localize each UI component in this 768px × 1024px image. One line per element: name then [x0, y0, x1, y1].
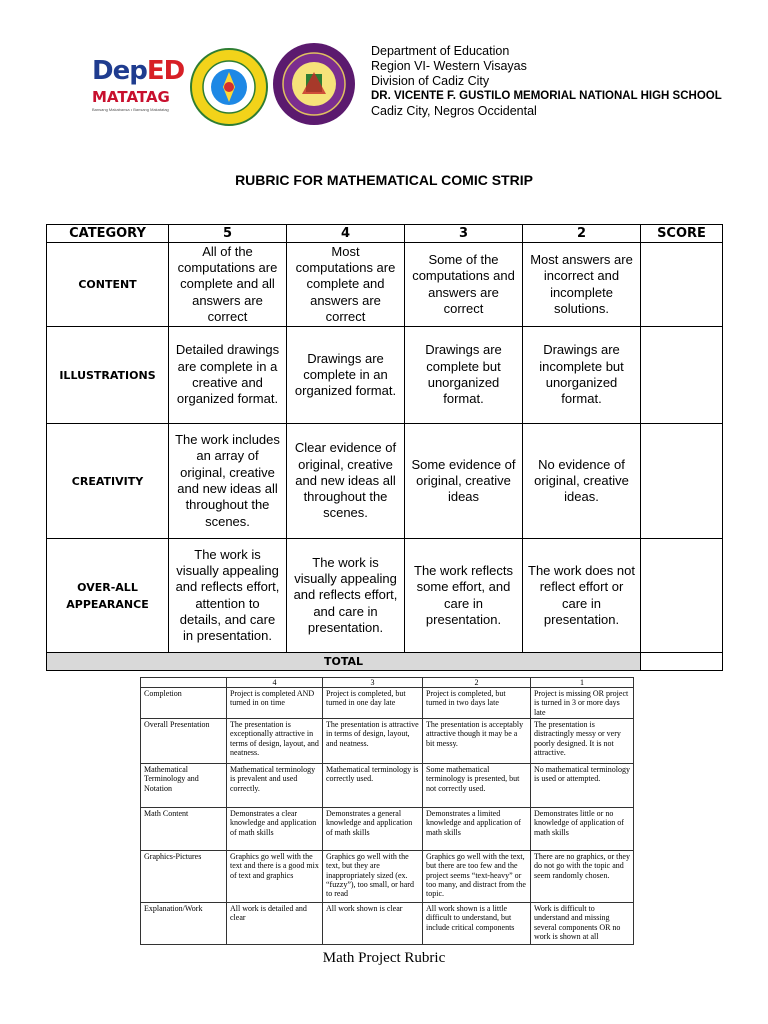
math-rubric-header-row	[141, 678, 634, 688]
total-row	[47, 653, 723, 671]
math-criteria-cell: Project is completed AND turned in on time	[227, 688, 323, 719]
criteria-cell: The work is visually appealing and reflects effort, attention to details, and care in presentation.	[169, 539, 287, 653]
criteria-cell: Detailed drawings are complete in a creative and organized format.	[169, 327, 287, 424]
criteria-cell: The work is visually appealing and reflects effort, and care in presentation.	[287, 539, 405, 653]
score-cell[interactable]	[641, 424, 723, 539]
header-3: 3	[405, 225, 523, 243]
criteria-cell: The work does not reflect effort or care in presentation.	[523, 539, 641, 653]
header-2: 2	[523, 225, 641, 243]
criteria-cell: The work includes an array of original, creative and new ideas all throughout the scenes.	[169, 424, 287, 539]
table-row	[47, 327, 723, 424]
table-header-row	[47, 225, 723, 243]
math-criteria-cell: Demonstrates a clear knowledge and application of math skills	[227, 808, 323, 851]
math-criteria-cell: Project is completed, but turned in one day late	[323, 688, 423, 719]
total-score-cell[interactable]	[641, 653, 723, 671]
criteria-cell: All of the computations are complete and all answers are correct	[169, 243, 287, 327]
math-header-4: 4	[227, 678, 323, 688]
math-criteria-cell: The presentation is exceptionally attractive in terms of design, layout, and neatness.	[227, 719, 323, 764]
matatag-wordmark: MATATAG	[92, 88, 170, 106]
math-criteria-cell: All work shown is a little difficult to understand, but include critical components	[423, 903, 531, 945]
math-criteria-cell: The presentation is acceptably attractive though it may be a bit messy.	[423, 719, 531, 764]
math-header-3: 3	[323, 678, 423, 688]
math-category-cell: Completion	[141, 688, 227, 719]
school-seal-icon	[272, 42, 356, 126]
criteria-cell: Some of the computations and answers are correct	[405, 243, 523, 327]
criteria-cell: Some evidence of original, creative ideas	[405, 424, 523, 539]
comic-strip-rubric-table	[46, 224, 723, 671]
table-row	[141, 719, 634, 764]
table-row	[141, 688, 634, 719]
criteria-cell: Most answers are incorrect and incomplete solutions.	[523, 243, 641, 327]
criteria-cell: Drawings are complete in an organized format.	[287, 327, 405, 424]
math-criteria-cell: Demonstrates a general knowledge and application of math skills	[323, 808, 423, 851]
math-criteria-cell: Graphics go well with the text, but they are inappropriately sized (ex. “fuzzy”), too small, or hard to read	[323, 851, 423, 903]
math-criteria-cell: Demonstrates little or no knowledge of application of math skills	[531, 808, 634, 851]
table-row	[141, 808, 634, 851]
table-row	[47, 424, 723, 539]
score-cell[interactable]	[641, 243, 723, 327]
math-header-blank	[141, 678, 227, 688]
math-project-rubric-table	[140, 677, 634, 945]
criteria-cell: The work reflects some effort, and care in presentation.	[405, 539, 523, 653]
rubric-title: RUBRIC FOR MATHEMATICAL COMIC STRIP	[235, 172, 533, 188]
criteria-cell: Drawings are complete but unorganized format.	[405, 327, 523, 424]
criteria-cell: Clear evidence of original, creative and new ideas all throughout the scenes.	[287, 424, 405, 539]
math-criteria-cell: All work is detailed and clear	[227, 903, 323, 945]
math-rubric-caption: Math Project Rubric	[322, 950, 446, 966]
math-criteria-cell: Mathematical terminology is correctly used.	[323, 764, 423, 808]
header-line-address: Cadiz City, Negros Occidental	[371, 104, 537, 118]
school-header	[371, 44, 722, 119]
math-criteria-cell: Graphics go well with the text and there is a good mix of text and graphics	[227, 851, 323, 903]
header-line-division: Division of Cadiz City	[371, 74, 490, 88]
math-criteria-cell: All work shown is clear	[323, 903, 423, 945]
table-row	[47, 539, 723, 653]
math-criteria-cell: Work is difficult to understand and missing several components OR no work is shown at all	[531, 903, 634, 945]
score-cell[interactable]	[641, 327, 723, 424]
table-row	[141, 851, 634, 903]
math-criteria-cell: Some mathematical terminology is presented, but not correctly used.	[423, 764, 531, 808]
division-seal-icon	[190, 48, 268, 126]
category-cell: ILLUSTRATIONS	[47, 327, 169, 424]
math-criteria-cell: Demonstrates a limited knowledge and application of math skills	[423, 808, 531, 851]
header-score: SCORE	[641, 225, 723, 243]
math-category-cell: Graphics-Pictures	[141, 851, 227, 903]
criteria-cell: No evidence of original, creative ideas.	[523, 424, 641, 539]
math-header-2: 2	[423, 678, 531, 688]
math-criteria-cell: The presentation is distractingly messy or very poorly designed. It is not attractive.	[531, 719, 634, 764]
category-cell: CREATIVITY	[47, 424, 169, 539]
math-criteria-cell: There are no graphics, or they do not go with the topic and seem randomly chosen.	[531, 851, 634, 903]
header-5: 5	[169, 225, 287, 243]
header-line-region: Region VI- Western Visayas	[371, 59, 527, 73]
total-label: TOTAL	[47, 653, 641, 671]
math-criteria-cell: Project is completed, but turned in two days late	[423, 688, 531, 719]
math-criteria-cell: Mathematical terminology is prevalent and used correctly.	[227, 764, 323, 808]
math-category-cell: Math Content	[141, 808, 227, 851]
math-category-cell: Mathematical Terminology and Notation	[141, 764, 227, 808]
header-category: CATEGORY	[47, 225, 169, 243]
math-category-cell: Explanation/Work	[141, 903, 227, 945]
table-row	[47, 243, 723, 327]
math-category-cell: Overall Presentation	[141, 719, 227, 764]
category-cell: OVER-ALL APPEARANCE	[47, 539, 169, 653]
math-header-1: 1	[531, 678, 634, 688]
score-cell[interactable]	[641, 539, 723, 653]
math-criteria-cell: Project is missing OR project is turned in 3 or more days late	[531, 688, 634, 719]
math-criteria-cell: The presentation is attractive in terms of design, layout, and neatness.	[323, 719, 423, 764]
header-line-department: Department of Education	[371, 44, 510, 58]
criteria-cell: Drawings are incomplete but unorganized format.	[523, 327, 641, 424]
table-row	[141, 903, 634, 945]
deped-tagline: Bansang Makabansa • Bansang Makatatag	[92, 107, 169, 112]
math-criteria-cell: No mathematical terminology is used or attempted.	[531, 764, 634, 808]
criteria-cell: Most computations are complete and answers are correct	[287, 243, 405, 327]
header-line-school: DR. VICENTE F. GUSTILO MEMORIAL NATIONAL HIGH SCHOOL	[371, 90, 722, 102]
deped-matatag-logo	[92, 56, 185, 120]
math-criteria-cell: Graphics go well with the text, but there are too few and the project seems “text-heavy” or too many, and distract from the topic.	[423, 851, 531, 903]
deped-wordmark: DepED	[92, 56, 185, 86]
table-row	[141, 764, 634, 808]
category-cell: CONTENT	[47, 243, 169, 327]
header-4: 4	[287, 225, 405, 243]
